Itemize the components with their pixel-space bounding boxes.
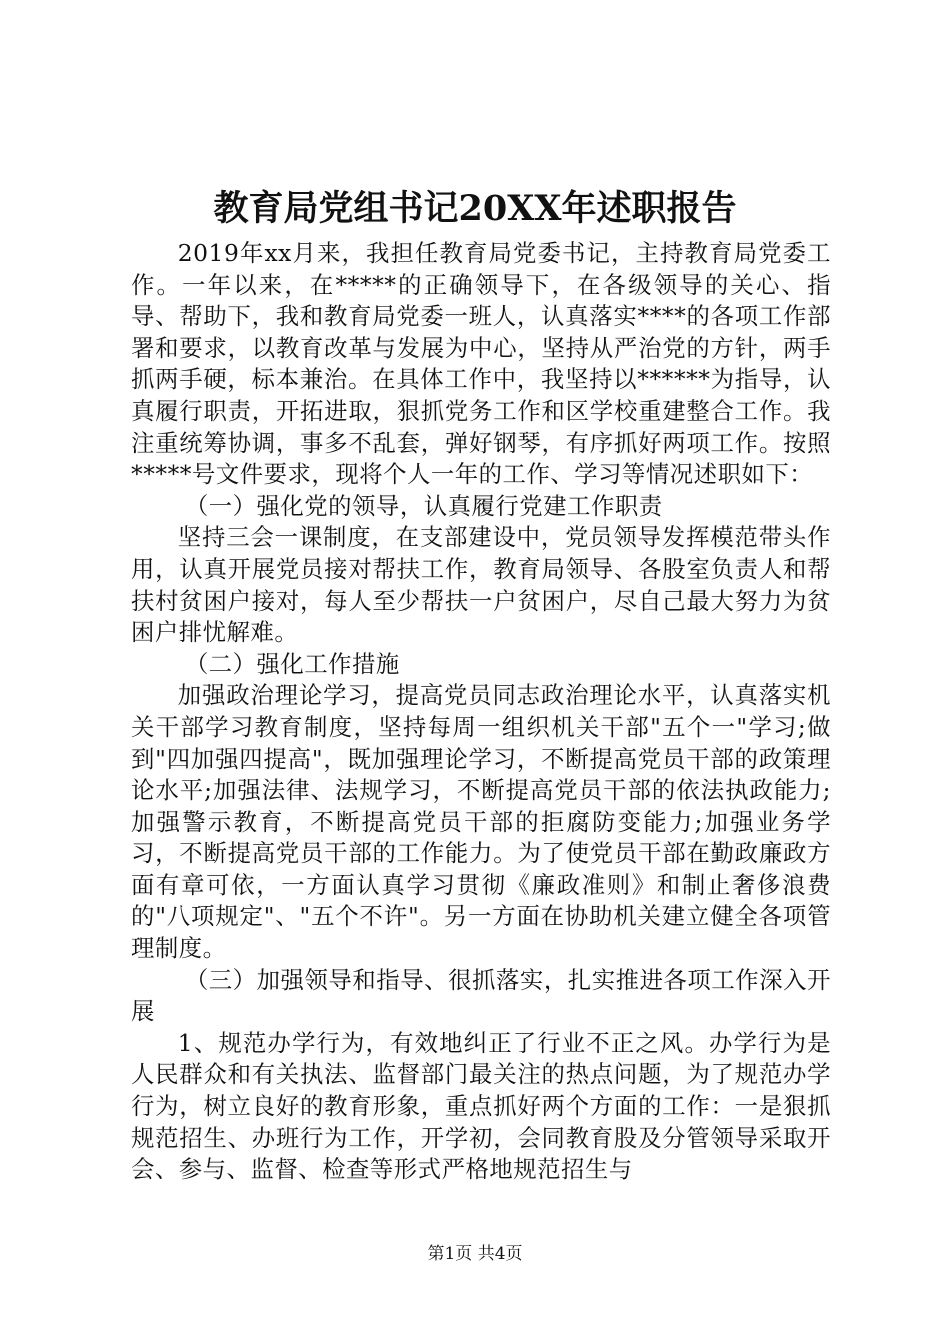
paragraph-section-3-item-1: 1、规范办学行为，有效地纠正了行业不正之风。办学行为是人民群众和有关执法、监督部门最关注的热点问题，为了规范办学行为，树立良好的教育形象，重点抓好两个方面的工作：一是狠抓规范招生、办班行为工作，开学初，会同教育股及分管领导采取开会、参与、监督、检查等形式严格地规范招生与 — [131, 1028, 831, 1184]
document-body — [131, 238, 831, 1186]
section-heading-3: （三）加强领导和指导、很抓落实，扎实推进各项工作深入开展 — [131, 965, 831, 1026]
paragraph-section-2: 加强政治理论学习，提高党员同志政治理论水平，认真落实机关干部学习教育制度，坚持每周一组织机关干部"五个一"学习;做到"四加强四提高"，既加强理论学习，不断提高党员干部的政策理论水平;加强法律、法规学习，不断提高党员干部的依法执政能力;加强警示教育，不断提高党员干部的拒腐防变能力;加强业务学习，不断提高党员干部的工作能力。为了使党员干部在勤政廉政方面有章可依，一方面认真学习贯彻《廉政准则》和制止奢侈浪费的"八项规定"、"五个不许"。另一方面在协助机关建立健全各项管理制度。 — [131, 681, 831, 963]
document-title: 教育局党组书记20XX年述职报告 — [213, 188, 737, 229]
page-footer: 第1页 共4页 — [427, 1244, 523, 1264]
section-heading-2: （二）强化工作措施 — [184, 649, 400, 678]
paragraph-intro: 2019年xx月来，我担任教育局党委书记，主持教育局党委工作。一年以来，在*****的正确领导下，在各级领导的关心、指导、帮助下，我和教育局党委一班人，认真落实****的各项工作部署和要求，以教育改革与发展为中心，坚持从严治党的方针，两手抓两手硬，标本兼治。在具体工作中，我坚持以******为指导，认真履行职责，开拓进取，狠抓党务工作和区学校重建整合工作。我注重统筹协调，事多不乱套，弹好钢琴，有序抓好两项工作。按照*****号文件要求，现将个人一年的工作、学习等情况述职如下： — [131, 239, 831, 489]
paragraph-section-1: 坚持三会一课制度，在支部建设中，党员领导发挥模范带头作用，认真开展党员接对帮扶工作，教育局领导、各股室负责人和帮扶村贫困户接对，每人至少帮扶一户贫困户，尽自己最大努力为贫困户排忧解难。 — [131, 523, 831, 647]
section-heading-1: （一）强化党的领导，认真履行党建工作职责 — [184, 491, 663, 520]
